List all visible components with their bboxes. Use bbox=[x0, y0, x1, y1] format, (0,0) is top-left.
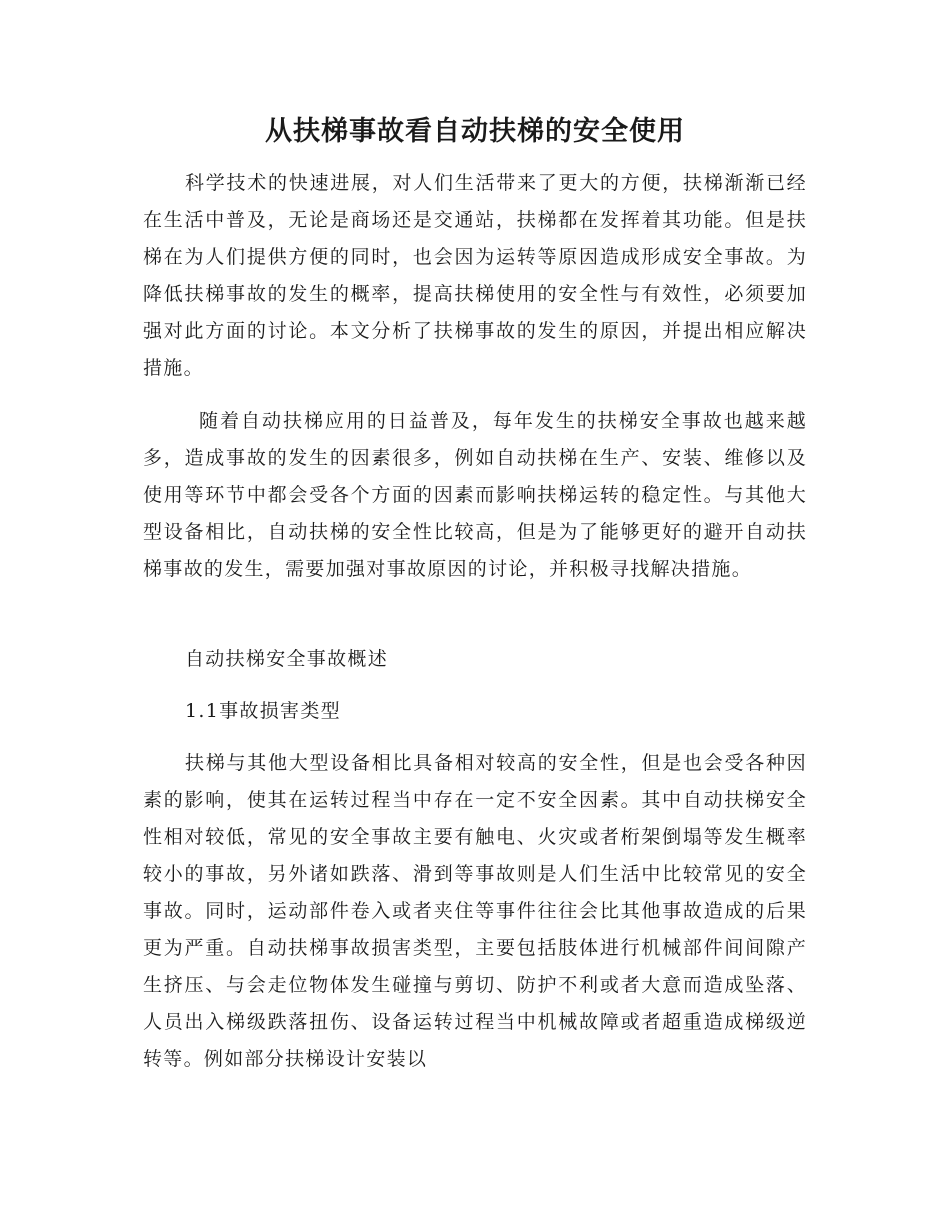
section-heading: 自动扶梯安全事故概述 bbox=[185, 648, 389, 670]
subsection-heading: 1.1事故损害类型 bbox=[185, 700, 341, 722]
intro-paragraph: 科学技术的快速进展，对人们生活带来了更大的方便，扶梯渐渐已经在生活中普及，无论是商场还是交通站，扶梯都在发挥着其功能。但是扶梯在为人们提供方便的同时，也会因为运转等原因造成形成安全事故。为降低扶梯事故的发生的概率，提高扶梯使用的安全性与有效性，必须要加强对此方面的讨论。本文分析了扶梯事故的发生的原因，并提出相应解决措施。 bbox=[143, 172, 807, 379]
background-paragraph: 随着自动扶梯应用的日益普及，每年发生的扶梯安全事故也越来越多，造成事故的发生的因素很多，例如自动扶梯在生产、安装、维修以及使用等环节中都会受各个方面的因素而影响扶梯运转的稳定性。与其他大型设备相比，自动扶梯的安全性比较高，但是为了能够更好的避开自动扶梯事故的发生，需要加强对事故原因的讨论，并积极寻找解决措施。 bbox=[143, 410, 807, 580]
accident-types-paragraph: 扶梯与其他大型设备相比具备相对较高的安全性，但是也会受各种因素的影响，使其在运转过程当中存在一定不安全因素。其中自动扶梯安全性相对较低，常见的安全事故主要有触电、火灾或者桁架倒塌等发生概率较小的事故，另外诸如跌落、滑到等事故则是人们生活中比较常见的安全事故。同时，运动部件卷入或者夹住等事件往往会比其他事故造成的后果更为严重。自动扶梯事故损害类型，主要包括肢体进行机械部件间间隙产生挤压、与会走位物体发生碰撞与剪切、防护不利或者大意而造成坠落、人员出入梯级跌落扭伤、设备运转过程当中机械故障或者超重造成梯级逆转等。例如部分扶梯设计安装以 bbox=[143, 752, 807, 1070]
document-title: 从扶梯事故看自动扶梯的安全使用 bbox=[265, 116, 685, 147]
